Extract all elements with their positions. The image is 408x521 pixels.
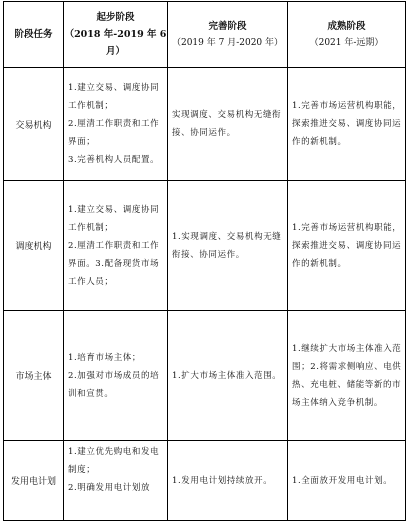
stage1-period-b: 月） bbox=[105, 46, 125, 57]
stage1-cell bbox=[64, 181, 168, 311]
table-row bbox=[4, 68, 406, 181]
table-row bbox=[4, 311, 406, 441]
stage3-cell: 1.全面放开发用电计划。 bbox=[288, 441, 406, 521]
stage1-name: 起步阶段 bbox=[96, 12, 135, 23]
stage2-period: （2019 年 7 月-2020 年） bbox=[171, 37, 284, 48]
header-stage3 bbox=[288, 2, 406, 68]
stage3-name: 成熟阶段 bbox=[327, 20, 366, 32]
stage3-cell: 1.继续扩大市场主体准入范围；2.将需求侧响应、电供热、充电桩、储能等新的市场主体纳入竞争机制。 bbox=[288, 311, 406, 441]
stage2-name: 完善阶段 bbox=[208, 20, 247, 32]
task-cell: 调度机构 bbox=[4, 181, 64, 311]
task-cell: 交易机构 bbox=[4, 68, 64, 181]
stage2-cell: 1.扩大市场主体准入范围。 bbox=[168, 311, 288, 441]
stage1-item: 1.建立优先购电和发电制度； bbox=[68, 447, 160, 475]
header-stage1 bbox=[64, 2, 168, 68]
stage1-item: 1.建立交易、调度协同工作机制； bbox=[68, 83, 160, 111]
stage3-cell: 1.完善市场运营机构职能，探索推进交易、调度协同运作的新机制。 bbox=[288, 68, 406, 181]
stage1-item: 2.厘清工作职责和工作界面； bbox=[68, 119, 160, 147]
stage1-item: 1.建立交易、调度协同工作机制； bbox=[68, 204, 160, 233]
stage-task-table bbox=[3, 1, 406, 521]
stage1-item: 2.明确发用电计划放 bbox=[68, 483, 151, 493]
table-row bbox=[4, 441, 406, 521]
stage3-cell: 1.完善市场运营机构职能，探索推进交易、调度协同运作的新机制。 bbox=[288, 181, 406, 311]
stage1-item: 2.加强对市场成员的培训和宣贯。 bbox=[68, 370, 160, 399]
stage2-cell: 1.实现调度、交易机构无缝衔接、协同运作。 bbox=[168, 181, 288, 311]
header-task: 阶段任务 bbox=[4, 2, 64, 68]
stage2-cell: 实现调度、交易机构无缝衔接、协同运作。 bbox=[168, 68, 288, 181]
stage1-item: 1.培育市场主体； bbox=[68, 352, 142, 363]
task-cell: 发用电计划 bbox=[4, 441, 64, 521]
stage1-item: 3.完善机构人员配置。 bbox=[68, 155, 160, 165]
task-cell: 市场主体 bbox=[4, 311, 64, 441]
table-row bbox=[4, 181, 406, 311]
table-header-row bbox=[4, 2, 406, 68]
stage1-cell bbox=[64, 311, 168, 441]
stage1-cell bbox=[64, 441, 168, 521]
stage1-item: 2.厘清工作职责和工作界面。3.配备现货市场工作人员； bbox=[68, 240, 160, 287]
stage1-period-a: （2018 年-2019 年 6 bbox=[64, 29, 167, 40]
header-stage2 bbox=[168, 2, 288, 68]
stage2-cell: 1.发用电计划持续放开。 bbox=[168, 441, 288, 521]
stage3-period: （2021 年-远期） bbox=[309, 37, 384, 48]
stage1-cell bbox=[64, 68, 168, 181]
